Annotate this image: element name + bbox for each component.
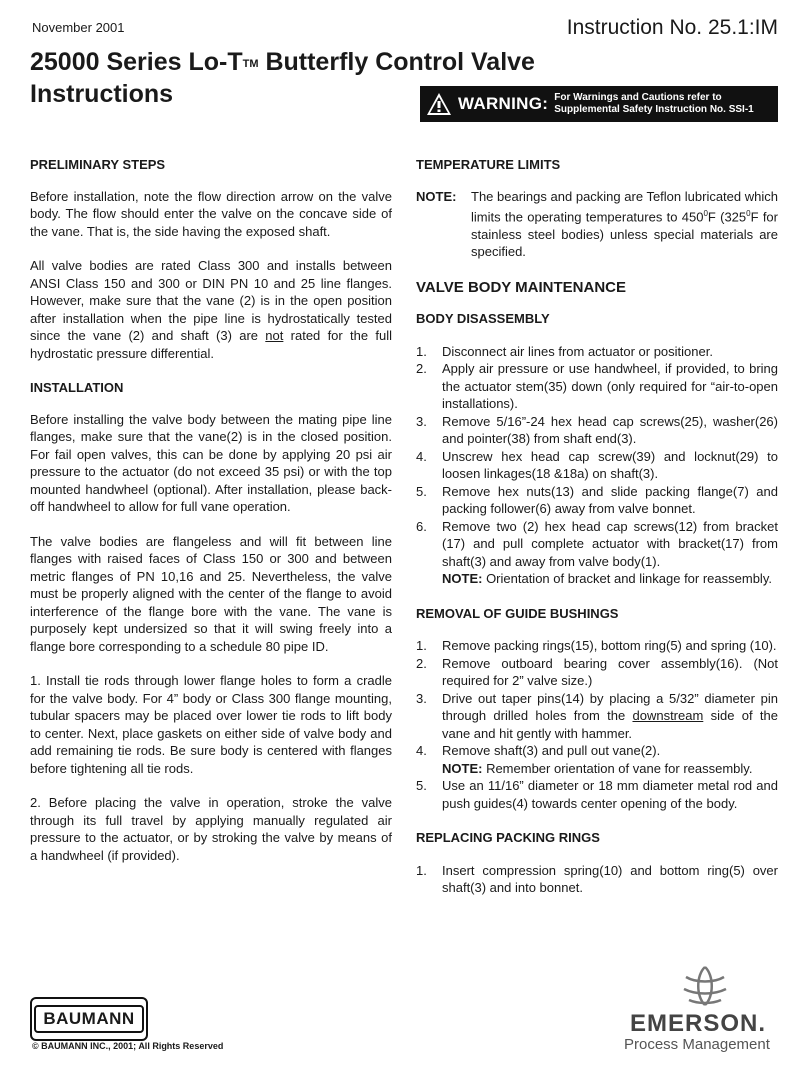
warning-text <box>554 92 753 116</box>
list-item: 5. Use an 11/16” diameter or 18 mm diameter metal rod and push guides(4) towards center opening of the body. <box>416 778 778 811</box>
left-column <box>30 156 392 864</box>
copyright: © BAUMANN INC., 2001; All Rights Reserved <box>32 1041 224 1051</box>
warning-triangle-icon <box>426 92 452 116</box>
warning-line-1: For Warnings and Cautions refer to <box>554 92 722 103</box>
process-management-text: Process Management <box>624 1036 770 1053</box>
installation-step-2: 2. Before placing the valve in operation, stroke the valve through its full travel by applying manually regulated air pressure to the actuator, or by stroking the valve by means of a handwheel (if provided). <box>30 795 392 863</box>
list-item: 3. Remove 5/16”-24 hex head cap screws(25), washer(26) and pointer(38) from shaft end(3). <box>416 413 778 447</box>
right-column <box>416 156 778 897</box>
emerson-logo-text: EMERSON. <box>630 1010 767 1037</box>
title-part: Butterfly Control Valve <box>258 48 535 76</box>
packing-rings-list <box>416 862 778 897</box>
disassembly-heading: BODY DISASSEMBLY <box>416 311 550 327</box>
preliminary-paragraph-1: Before installation, note the flow direction arrow on the valve body. The flow should enter the valve on the concave side of the vane. That is, the side having the exposed shaft. <box>30 188 392 239</box>
temperature-heading: TEMPERATURE LIMITS <box>416 157 561 172</box>
list-item: 6. Remove two (2) hex head cap screws(12) from bracket (17) and pull complete actuator with bracket(17) from shaft(3) and away from valve body(1). <box>416 518 778 569</box>
warning-word: WARNING: <box>458 94 549 113</box>
list-item: 2. Remove outboard bearing cover assembly(16). (Not required for 2” valve size.) <box>416 655 778 689</box>
disassembly-note: NOTE: Orientation of bracket and linkage for reassembly. <box>442 571 772 587</box>
list-item: 1. Remove packing rings(15), bottom ring(5) and spring (10). <box>416 638 777 654</box>
temperature-note: NOTE: The bearings and packing are Teflon lubricated which limits the operating temperatures to $450^0F$ ($325^0F$ for stainless steel bodies) unless special materials are specified. <box>416 188 778 260</box>
maintenance-heading: VALVE BODY MAINTENANCE <box>416 278 627 296</box>
list-item: 4. Unscrew hex head cap screw(39) and locknut(29) to loosen linkages(18 &18a) on shaft(3). <box>416 448 778 482</box>
warning-banner <box>420 86 778 122</box>
preliminary-paragraph-2: All valve bodies are rated Class 300 and installs between ANSI Class 150 and 300 or DIN PN 10 and 25 line flanges. However, make sure that the vane (2) is in the open position after installation when the pipe line is hydrostatically tested since the vane (2) and shaft (3) are not rated for the full hydrostatic pressure differential. <box>30 258 392 361</box>
title-part: 25000 Series Lo-T <box>30 48 243 76</box>
title-line-2: Instructions <box>30 80 174 108</box>
warning-line-2: Supplemental Safety Instruction No. SSI-1 <box>554 104 754 115</box>
instruction-number: Instruction No. 25.1:IM <box>566 16 778 39</box>
disassembly-list <box>416 343 778 571</box>
installation-heading: INSTALLATION <box>30 380 124 395</box>
installation-step-1: 1. Install tie rods through lower flange holes to form a cradle for the valve body. For 4” body or Class 300 flange mounting, tubular spacers may be placed over lower tie rods to lift body to center. Next, place gaskets on either side of valve body and add remaining tie rods. Be sure body is centered with flanges before tightening all tie rods. <box>30 673 392 776</box>
list-item: 1. Insert compression spring(10) and bottom ring(5) over shaft(3) and into bonnet. <box>416 862 778 896</box>
issue-date: November 2001 <box>32 20 125 35</box>
preliminary-heading: PRELIMINARY STEPS <box>30 157 166 172</box>
guide-bushings-list <box>416 637 778 812</box>
trademark: TM <box>242 58 259 70</box>
installation-paragraph-2: The valve bodies are flangeless and will fit between line flanges with raised faces of Class 150 or 300 and between metric flanges of PN 10,16 and 25. Nevertheless, the valve must be properly aligned with the center of the flange to avoid interference of the flange bore with the vane. The vane is purposely kept undersized so that it will swing freely into a flange bore corresponding to a schedule 80 pipe ID. <box>30 533 392 654</box>
list-item: 1. Disconnect air lines from actuator or positioner. <box>416 343 713 359</box>
list-item: 2. Apply air pressure or use handwheel, if provided, to bring the actuator stem(35) down (only required for “air-to-open installations). <box>416 361 778 412</box>
guide-bushings-heading: REMOVAL OF GUIDE BUSHINGS <box>416 605 619 621</box>
note-label: NOTE: <box>416 188 457 204</box>
installation-paragraph-1: Before installing the valve body between the mating pipe line flanges, make sure that the vane(2) is in the closed position. For fail open valves, this can be done by applying 20 psi air pressure to the actuator (do not exceed 35 psi) or with the top mounted handwheel (optional). After installation, please back-off handwheel to allow for full vane operation. <box>30 411 392 514</box>
list-item: 5. Remove hex nuts(13) and slide packing flange(7) and packing follower(6) away from valve bonnet. <box>416 483 778 517</box>
emerson-globe-icon <box>676 963 734 1009</box>
baumann-logo-text: BAUMANN <box>34 1005 143 1033</box>
list-item: 3. Drive out taper pins(14) by placing a 5/32” diameter pin through drilled holes from the downstream side of the vane and hit gently with hammer. <box>416 690 778 741</box>
list-item: 4. Remove shaft(3) and pull out vane(2). NOTE: Remember orientation of vane for reassembly. <box>416 743 753 776</box>
baumann-logo <box>30 997 148 1041</box>
packing-rings-heading: REPLACING PACKING RINGS <box>416 830 600 846</box>
